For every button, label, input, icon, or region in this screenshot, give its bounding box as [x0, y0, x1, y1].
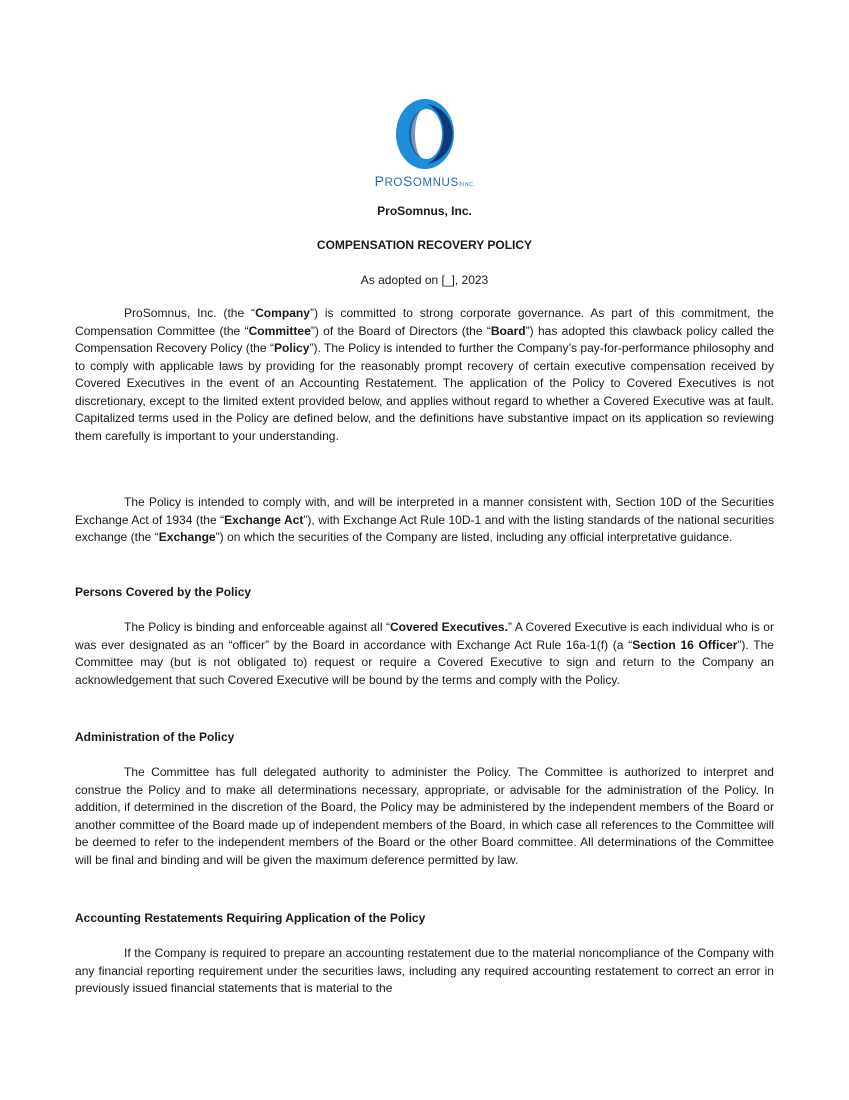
prosomnus-logo — [340, 96, 510, 188]
administration-paragraph: The Committee has full delegated authority to administer the Policy. The Committee is authorized to interpret and construe the Policy and to make all determinations necessary, appropriate, or advisable for the administration of the Policy. In addition, if determined in the discretion of the Board, the Policy may be administered by the independent members of the Board or another committee of the Board made up of independent members of the Board, in which case all references to the Committee will be deemed to refer to the independent members of the Board or the other Board committee. All determinations of the Committee will be final and binding and will be given the maximum deference permitted by law. — [75, 765, 774, 867]
persons-paragraph: The Policy is binding and enforceable against all “Covered Executives.” A Covered Executive is each individual who is or was ever designated as an “officer” by the Board in accordance with Exchange Act Rule 16a-1(f) (a “Section 16 Officer”). The Committee may (but is not obligated to) request or require a Covered Executive to sign and return to the Company an acknowledgement that such Covered Executive will be bound by the terms and comply with the Policy. — [75, 620, 775, 687]
section-heading-administration: Administration of the Policy — [75, 730, 235, 744]
company-name: ProSomnus, Inc. — [377, 204, 472, 218]
restatements-paragraph: If the Company is required to prepare an accounting restatement due to the material noncompliance of the Company with any financial reporting requirement under the securities laws, including any required accounting restatement to correct an error in previously issued financial statements that is material to the — [75, 946, 774, 995]
prosomnus-logo-mark-icon — [383, 96, 467, 172]
document-title: COMPENSATION RECOVERY POLICY — [316, 238, 533, 252]
intro-paragraph-2: The Policy is intended to comply with, and will be interpreted in a manner consistent with, Section 10D of the Securities Exchange Act of 1934 (the “Exchange Act”), with Exchange Act Rule 10D-1 and with the listing standards of the national securities exchange (the “Exchange”) on which the securities of the Company are listed, including any official interpretative guidance. — [75, 495, 774, 544]
section-heading-restatements: Accounting Restatements Requiring Application of the Policy — [75, 911, 426, 925]
prosomnus-wordmark: PROSOMNUS®INC. — [374, 173, 476, 189]
adoption-date: As adopted on [_], 2023 — [360, 273, 489, 287]
section-heading-persons: Persons Covered by the Policy — [75, 585, 252, 599]
intro-paragraph-1: ProSomnus, Inc. (the “Company”) is committed to strong corporate governance. As part of this commitment, the Compensation Committee (the “Committee”) of the Board of Directors (the “Board”) has adopted this clawback policy called the Compensation Recovery Policy (the “Policy”). The Policy is intended to further the Company’s pay-for-performance philosophy and to comply with applicable laws by providing for the reasonably prompt recovery of certain executive compensation received by Covered Executives in the event of an Accounting Restatement. The application of the Policy to Covered Executives is not discretionary, except to the limited extent provided below, and applies without regard to whether a Covered Executive was at fault. Capitalized terms used in the Policy are defined below, and the definitions have substantive impact on its application so reviewing them carefully is important to your understanding. — [75, 306, 774, 443]
